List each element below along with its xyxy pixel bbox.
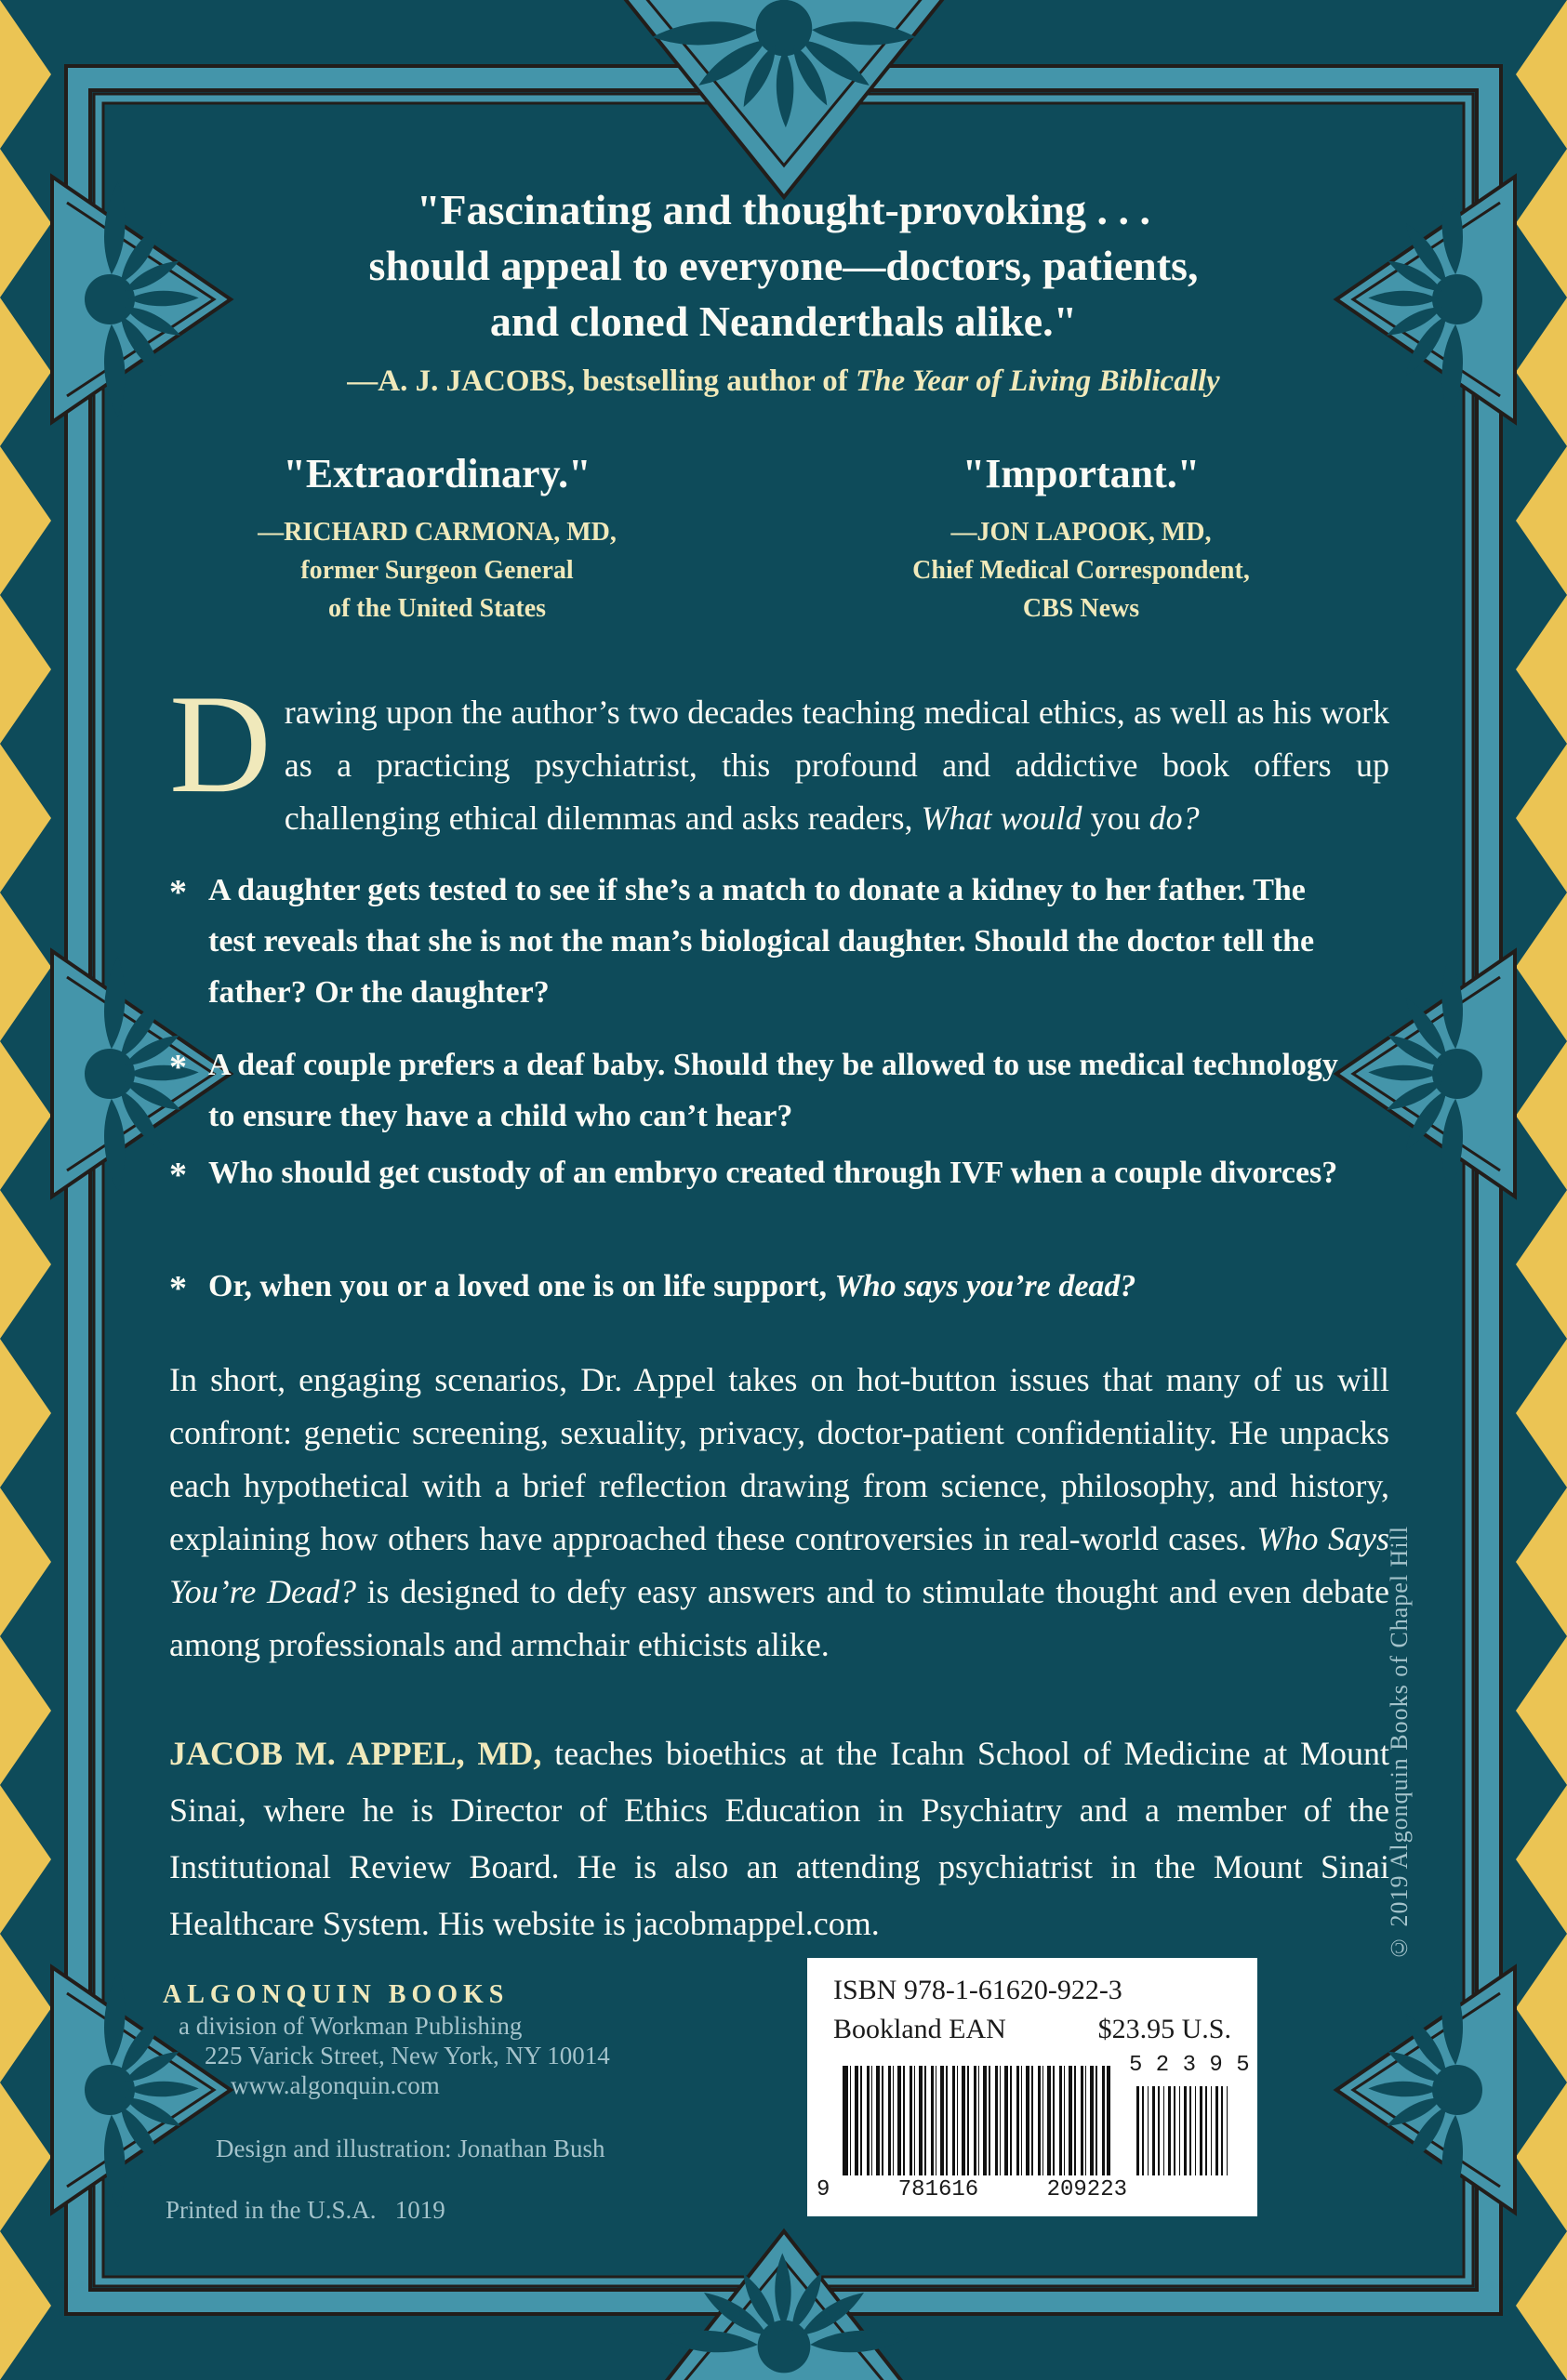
description-text: is designed to defy easy answers and to stimulate thought and even debate among professionals and armchair ethicists alike.: [169, 1573, 1389, 1663]
barcode-system-label: Bookland EAN: [833, 2014, 1006, 2044]
intro-text: rawing upon the author’s two decades teaching medical ethics, as well as his work as a practicing psychiatrist, this profound and addictive book offers up challenging ethical dilemmas and asks readers,: [284, 694, 1389, 837]
intro-question-italic: What would: [921, 800, 1082, 837]
dilemma-text: Or, when you or a loved one is on life support,: [208, 1269, 835, 1303]
author-name: JACOB M. APPEL, MD,: [169, 1735, 542, 1772]
barcode-panel: [807, 1958, 1257, 2216]
publisher-address: 225 Varick Street, New York, NY 10014: [205, 2042, 610, 2069]
headline-quote-line: "Fascinating and thought-provoking . . .: [417, 186, 1150, 233]
review-quote: "Extraordinary.": [283, 451, 591, 496]
headline-quote-line: and cloned Neanderthals alike.": [489, 298, 1078, 345]
ean-digit-group: 209223: [1046, 2177, 1127, 2202]
ean-digit-group: 781616: [897, 2177, 979, 2202]
attribution-name: —A. J. JACOBS, bestselling author of: [347, 364, 856, 398]
review-attribution-line: CBS News: [1022, 594, 1140, 623]
review-quote: "Important.": [962, 451, 1201, 496]
book-title-italic: Who Says You’re Dead?: [169, 1520, 1389, 1610]
asterisk-bullet-icon: *: [169, 873, 187, 912]
attribution-work-title: The Year of Living Biblically: [856, 364, 1220, 398]
headline-quote-attribution: [112, 364, 1455, 399]
description-paragraph: [169, 1354, 1389, 1672]
publisher-division: a division of Workman Publishing: [179, 2012, 523, 2040]
ean-digit-group: 9: [817, 2177, 830, 2202]
dilemma-bullet-1: [169, 865, 1360, 1018]
price-label: $23.95 U.S.: [1097, 2014, 1231, 2044]
review-attribution-line: —JON LAPOOK, MD,: [950, 518, 1212, 547]
price-addon-barcode: [1136, 2086, 1229, 2175]
headline-quote: [112, 182, 1455, 350]
zigzag-left: [0, 0, 51, 2380]
asterisk-bullet-icon: *: [169, 1269, 187, 1308]
isbn-number: ISBN 978-1-61620-922-3: [833, 1975, 1122, 2005]
review-attribution-line: —RICHARD CARMONA, MD,: [258, 518, 617, 547]
intro-question-plain: you: [1082, 800, 1149, 837]
publisher-website: www.algonquin.com: [231, 2071, 440, 2099]
price-addon-digits: 5 2 3 9 5: [1129, 2053, 1250, 2078]
headline-quote-line: should appeal to everyone—doctors, patients,: [368, 242, 1199, 289]
review-attribution-line: of the United States: [327, 594, 547, 623]
description-text: In short, engaging scenarios, Dr. Appel takes on hot-button issues that many of us will confront: genetic screening, sexuality, privacy, doctor-patient confidentiality. He unpacks each hypothetical with a brief reflection drawing from science, philosophy, and history, explaining how others have approached these controversies in real-world cases.: [169, 1361, 1389, 1557]
dilemma-text: A daughter gets tested to see if she’s a match to donate a kidney to her father. The test reveals that she is not the man’s biological daughter. Should the doctor tell the father? Or the daughter?: [208, 873, 1315, 1010]
design-credit: Design and illustration: Jonathan Bush: [216, 2135, 605, 2162]
zigzag-right: [1516, 0, 1567, 2380]
review-attribution-line: Chief Medical Correspondent,: [912, 556, 1250, 585]
printed-in-note: Printed in the U.S.A. 1019: [166, 2196, 445, 2224]
publisher-name: ALGONQUIN BOOKS: [163, 1980, 510, 2009]
review-column-left: [172, 450, 702, 628]
ean-digits: [817, 2177, 1127, 2202]
author-bio: [169, 1726, 1389, 1952]
barcode-meta-row: [833, 2014, 1231, 2045]
dilemma-bullet-2: [169, 1039, 1360, 1142]
copyright-vertical-text: © 2019 Algonquin Books of Chapel Hill: [1386, 1526, 1413, 1962]
drop-cap: D: [169, 666, 272, 822]
review-column-right: [814, 450, 1348, 628]
dilemma-text: A deaf couple prefers a deaf baby. Should they be allowed to use medical technology to ensure they have a child who can’t hear?: [208, 1048, 1338, 1133]
asterisk-bullet-icon: *: [169, 1048, 187, 1087]
dilemma-bullet-4: [169, 1261, 1360, 1312]
review-attribution-line: former Surgeon General: [300, 556, 574, 585]
intro-paragraph: [169, 666, 1389, 845]
author-bio-text: teaches bioethics at the Icahn School of Medicine at Mount Sinai, where he is Director of Ethics Education in Psychiatry and a member of the Institutional Review Board. He is also an attending psychiatrist in the Mount Sinai Healthcare System. His website is jacobmappel.com.: [169, 1735, 1389, 1942]
dilemma-bullet-3: [169, 1147, 1360, 1198]
dilemma-text: Who should get custody of an embryo created through IVF when a couple divorces?: [208, 1156, 1338, 1190]
intro-question-italic: do?: [1149, 800, 1200, 837]
dilemma-text-italic: Who says you’re dead?: [834, 1269, 1136, 1303]
asterisk-bullet-icon: *: [169, 1156, 187, 1195]
ean-barcode: [843, 2066, 1110, 2175]
